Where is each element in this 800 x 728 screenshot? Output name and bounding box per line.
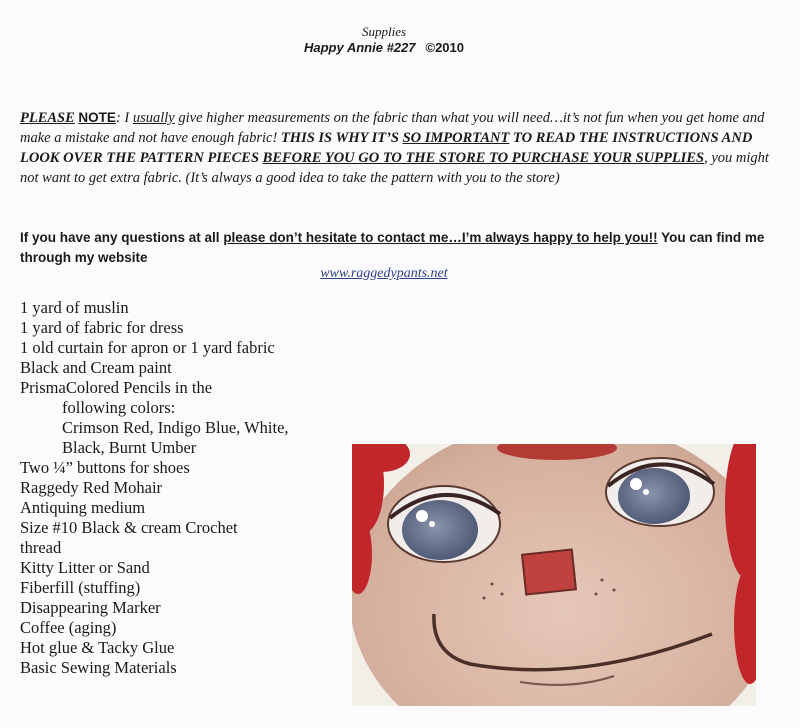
contact-text-2: You can find me through my website xyxy=(20,230,765,265)
right-eye xyxy=(606,458,714,526)
note-label-note: NOTE xyxy=(78,110,116,125)
note-text-3: , you might not want to get extra fabric. (It’s always a good idea to take the pattern with you to the store) xyxy=(20,150,769,186)
note-emphasis-so-important: SO IMPORTANT xyxy=(402,130,510,146)
list-item: Raggedy Red Mohair xyxy=(20,478,163,497)
list-item: Basic Sewing Materials xyxy=(20,658,177,677)
note-text-usually: usually xyxy=(132,110,175,126)
list-item: Antiquing medium xyxy=(20,498,146,517)
list-item: following colors: xyxy=(62,398,176,417)
list-item: 1 yard of fabric for dress xyxy=(20,318,184,337)
list-item: Size #10 Black & cream Crochet xyxy=(20,518,238,537)
copyright: ©2010 xyxy=(425,40,464,55)
left-eye xyxy=(388,486,500,562)
website-link[interactable]: www.raggedypants.net xyxy=(320,266,448,281)
list-item: Crimson Red, Indigo Blue, White, xyxy=(62,418,289,437)
list-item: Coffee (aging) xyxy=(20,618,117,637)
list-item: Kitty Litter or Sand xyxy=(20,558,150,577)
list-item: PrismaColored Pencils in the xyxy=(20,378,213,397)
page-title: Supplies xyxy=(361,24,407,39)
list-item: thread xyxy=(20,538,62,557)
contact-paragraph xyxy=(20,228,780,268)
square-nose xyxy=(522,549,576,594)
please-note-paragraph xyxy=(20,108,780,188)
note-label-please: PLEASE xyxy=(20,110,75,126)
list-item: Black, Burnt Umber xyxy=(62,438,197,457)
note-emphasis-2: TO READ THE INSTRUCTIONS AND LOOK OVER THE PATTERN PIECES xyxy=(20,130,753,166)
list-item: Hot glue & Tacky Glue xyxy=(20,638,175,657)
note-text-1: : I xyxy=(115,110,133,126)
supplies-list xyxy=(20,298,289,678)
list-item: Disappearing Marker xyxy=(20,598,161,617)
contact-text-1: If you have any questions at all xyxy=(20,230,224,245)
note-emphasis-1: THIS IS WHY IT’S xyxy=(280,130,403,146)
list-item: Black and Cream paint xyxy=(20,358,172,377)
note-text-2: give higher measurements on the fabric than what you will need…it’s not fun when you get home and make a mistake and not have enough fabric! xyxy=(20,110,765,146)
page-subtitle xyxy=(0,40,768,55)
list-item: 1 yard of muslin xyxy=(20,298,129,317)
doll-face-photo xyxy=(352,444,756,706)
list-item: Two ¼” buttons for shoes xyxy=(20,458,190,477)
note-emphasis-before-store: BEFORE YOU GO TO THE STORE TO PURCHASE YOUR SUPPLIES xyxy=(262,150,705,166)
doll-face-illustration xyxy=(352,444,756,706)
pattern-name: Happy Annie #227 xyxy=(303,40,416,55)
list-item: 1 old curtain for apron or 1 yard fabric xyxy=(20,338,275,357)
list-item: Fiberfill (stuffing) xyxy=(20,578,141,597)
contact-text-underlined: please don’t hesitate to contact me…I’m always happy to help you!! xyxy=(223,230,658,245)
